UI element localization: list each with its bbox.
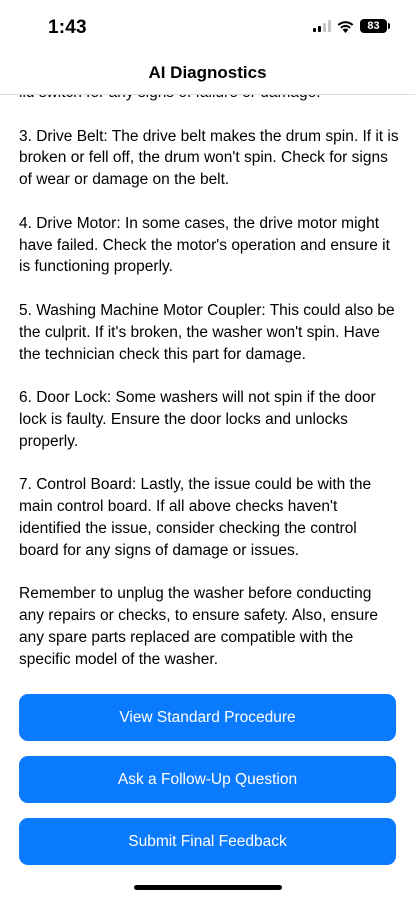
status-time: 1:43 (48, 17, 87, 38)
action-buttons (19, 694, 396, 880)
battery-level: 83 (367, 19, 380, 32)
response-paragraph: 6. Door Lock: Some washers will not spin if the door lock is faulty. Ensure the door locks and unlocks properly. (19, 389, 376, 450)
response-paragraph: 3. Drive Belt: The drive belt makes the drum spin. If it is broken or fell off, the drum won't spin. Check for signs of wear or damage on the belt. (19, 127, 399, 189)
diagnostic-response-scroll[interactable] (0, 94, 415, 674)
diagnostic-response-text (19, 82, 399, 692)
home-indicator[interactable] (134, 885, 282, 890)
status-bar (0, 0, 415, 52)
navigation-bar (0, 52, 415, 95)
response-paragraph: 7. Control Board: Lastly, the issue could be with the main control board. If all above checks haven't identified the issue, consider checking the control board for any signs of damage or issues. (19, 476, 372, 559)
response-paragraph: 4. Drive Motor: In some cases, the drive motor might have failed. Check the motor's operation and ensure it is functioning properly. (19, 214, 390, 276)
wifi-icon (337, 20, 354, 33)
status-icons (313, 19, 387, 33)
response-paragraph: Remember to unplug the washer before conducting any repairs or checks, to ensure safety. Also, ensure any spare parts replaced are compatible with the specific model of the washer. (19, 585, 378, 668)
submit-final-feedback-button[interactable]: Submit Final Feedback (19, 818, 396, 865)
battery-icon (360, 19, 387, 33)
view-standard-procedure-button[interactable]: View Standard Procedure (19, 694, 396, 741)
ask-follow-up-question-button[interactable]: Ask a Follow-Up Question (19, 756, 396, 803)
cellular-signal-icon (313, 20, 331, 32)
page-title: AI Diagnostics (148, 63, 267, 82)
response-paragraph: 5. Washing Machine Motor Coupler: This could also be the culprit. If it's broken, the washer won't spin. Have the technician check this part for damage. (19, 301, 395, 363)
